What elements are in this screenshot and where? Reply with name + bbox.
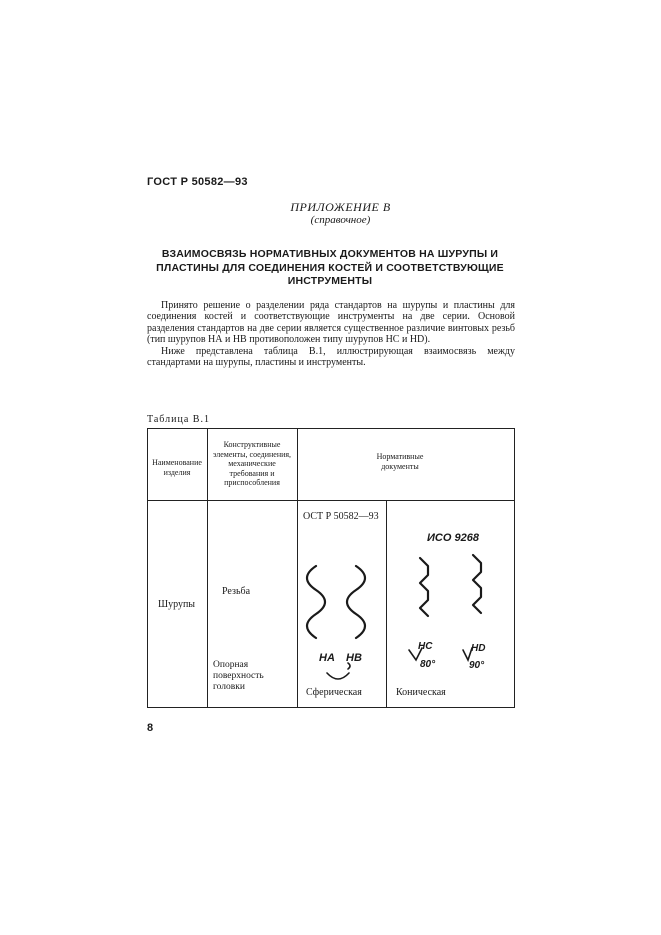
element-bearing-surface: Опорная поверхность головки bbox=[213, 660, 264, 692]
document-number: ГОСТ Р 50582—93 bbox=[147, 176, 248, 188]
label-ha: НА bbox=[319, 652, 335, 664]
table-header-documents: Нормативные документы bbox=[376, 452, 424, 471]
element-thread: Резьба bbox=[222, 586, 251, 597]
label-hd: HD bbox=[471, 643, 486, 654]
appendix-subtitle: (справочное) bbox=[310, 214, 371, 226]
heading-line-2: ПЛАСТИНЫ ДЛЯ СОЕДИНЕНИЯ КОСТЕЙ И СООТВЕТСТВУЮЩИЕ bbox=[156, 261, 504, 274]
body-paragraph-2: Ниже представлена таблица В.1, иллюстрирующая взаимосвязь между стандартами на шурупы, пластины и инструменты. bbox=[147, 346, 515, 369]
appendix-title: ПРИЛОЖЕНИЕ В bbox=[290, 200, 391, 214]
angle-hd: 90° bbox=[469, 660, 485, 671]
heading-line-3: ИНСТРУМЕНТЫ bbox=[287, 275, 373, 287]
body-paragraph-1: Принято решение о разделении ряда стандартов на шурупы и пластины для соединения костей и соответствующие инструменты на две серии. Основой разделения стандартов на две серии является существенное различие винтовых резьб (тип шурупов НА и НВ противоположен типу шурупов НС и HD). bbox=[147, 300, 515, 345]
thread-profile-iso-left bbox=[420, 558, 428, 616]
document-iso: ИСО 9268 bbox=[427, 532, 479, 544]
thread-profile-ost-right bbox=[347, 566, 365, 638]
page-number: 8 bbox=[147, 722, 154, 734]
spherical-mark bbox=[348, 663, 350, 669]
spherical-arc bbox=[327, 673, 349, 679]
shape-conical: Коническая bbox=[396, 687, 446, 698]
conical-mark-hc bbox=[409, 648, 422, 660]
table-header-product: Наименование изделия bbox=[152, 458, 202, 477]
shape-spherical: Сферическая bbox=[306, 687, 362, 698]
heading-line-1: ВЗАИМОСВЯЗЬ НОРМАТИВНЫХ ДОКУМЕНТОВ НА ШУРУПЫ И bbox=[161, 248, 499, 260]
product-screws: Шурупы bbox=[158, 599, 196, 610]
thread-profile-ost-left bbox=[307, 566, 325, 638]
conical-mark-hd bbox=[463, 648, 472, 660]
table-caption: Таблица В.1 bbox=[147, 414, 210, 425]
angle-hc: 80° bbox=[420, 659, 436, 670]
thread-profile-iso-right bbox=[473, 555, 481, 613]
document-ost: ОСТ Р 50582—93 bbox=[303, 511, 379, 522]
table-header-elements: Конструктивные элементы, соединения, механические требования и приспособления bbox=[212, 440, 292, 487]
label-hc: НС bbox=[418, 641, 433, 652]
label-hb: НВ bbox=[346, 652, 362, 664]
